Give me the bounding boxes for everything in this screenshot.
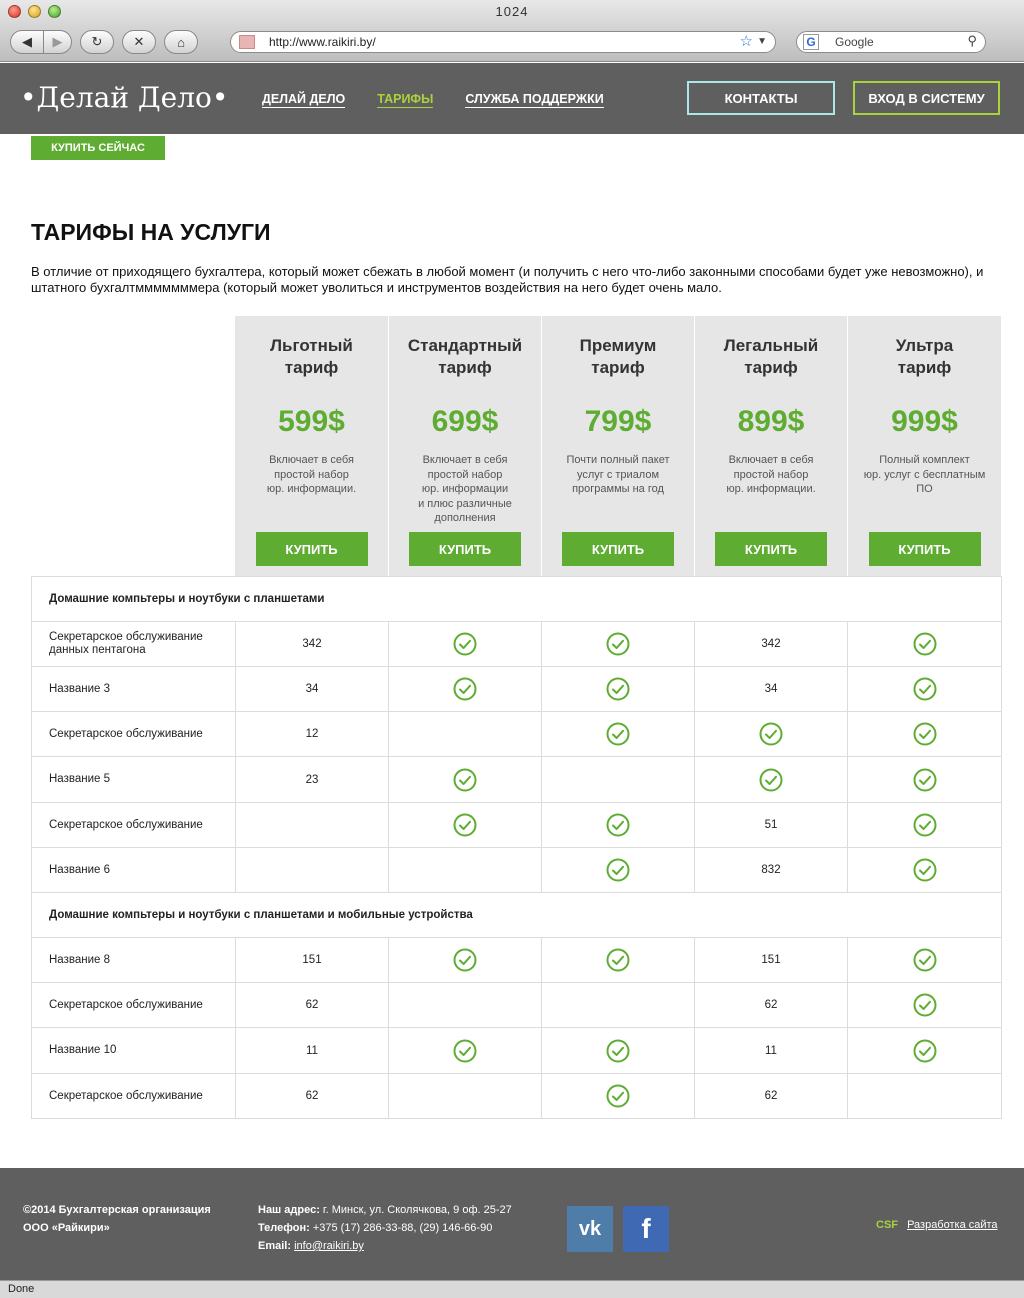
search-input[interactable] <box>796 31 986 53</box>
check-circle-icon <box>913 993 937 1017</box>
reload-button[interactable]: ↻ <box>80 30 114 54</box>
cell-check <box>695 757 848 803</box>
site-header <box>0 63 1024 134</box>
check-circle-icon <box>913 632 937 656</box>
search-icon[interactable]: ⚲ <box>967 33 977 48</box>
browser-toolbar <box>0 0 1024 62</box>
cell-value: 342 <box>236 622 389 667</box>
cell-check <box>542 803 695 848</box>
check-circle-icon <box>606 813 630 837</box>
vk-icon[interactable]: vk <box>567 1206 613 1252</box>
cell-value: 832 <box>695 848 848 893</box>
plan-buy-button[interactable]: КУПИТЬ <box>562 532 674 566</box>
plan-card <box>694 316 847 577</box>
cell-value <box>389 1074 542 1119</box>
cell-check <box>848 803 1002 848</box>
check-circle-icon <box>453 677 477 701</box>
plan-price: 699$ <box>431 405 499 438</box>
check-circle-icon <box>606 722 630 746</box>
bookmark-star-icon[interactable]: ☆ <box>739 33 753 50</box>
back-button[interactable]: ◀ <box>10 30 44 54</box>
favicon-icon <box>239 35 255 49</box>
cell-check <box>848 712 1002 757</box>
cell-value: 62 <box>695 983 848 1028</box>
cell-value: 62 <box>236 983 389 1028</box>
row-label: Название 5 <box>32 757 236 803</box>
plan-card <box>847 316 1001 577</box>
cell-value <box>542 983 695 1028</box>
cell-check <box>542 938 695 983</box>
cell-check <box>542 1028 695 1074</box>
phone-label: Телефон: <box>258 1222 310 1234</box>
cell-check <box>389 938 542 983</box>
row-label: Секретарское обслуживание <box>32 1074 236 1119</box>
phone-value: +375 (17) 286-33-88, (29) 146-66-90 <box>312 1222 493 1234</box>
plan-description: Включает в себя простой набор юр. информации и плюс различные дополнения <box>418 454 512 524</box>
intro-text: В отличие от приходящего бухгалтера, который может сбежать в любой момент (и получить с него что-либо законными способами будет уже невозможно), и штатного бухгалтмммммммера (который может уволиться и инструментов воздействия на него будет очень мало. <box>31 264 984 295</box>
row-label: Секретарское обслуживание <box>32 803 236 848</box>
facebook-icon[interactable]: f <box>623 1206 669 1252</box>
home-button[interactable]: ⌂ <box>164 30 198 54</box>
table-row <box>32 622 1002 667</box>
cell-value <box>542 757 695 803</box>
plan-buy-button[interactable]: КУПИТЬ <box>869 532 981 566</box>
main-nav <box>262 92 604 108</box>
cell-value: 62 <box>236 1074 389 1119</box>
check-circle-icon <box>913 722 937 746</box>
check-circle-icon <box>913 768 937 792</box>
cell-check <box>848 622 1002 667</box>
cell-check <box>848 1028 1002 1074</box>
cell-check <box>695 712 848 757</box>
footer-contacts <box>258 1201 512 1255</box>
buy-now-button[interactable]: КУПИТЬ СЕЙЧАС <box>31 136 165 160</box>
plan-price: 899$ <box>737 405 805 438</box>
email-label: Email: <box>258 1240 292 1252</box>
plan-name: Ультра тариф <box>895 336 954 377</box>
check-circle-icon <box>453 948 477 972</box>
table-row <box>32 667 1002 712</box>
plan-buy-button[interactable]: КУПИТЬ <box>256 532 368 566</box>
url-text: http://www.raikiri.by/ <box>269 35 376 49</box>
check-circle-icon <box>453 813 477 837</box>
row-label: Секретарское обслуживание данных пентагона <box>32 622 236 667</box>
check-circle-icon <box>606 1039 630 1063</box>
developer-credit <box>876 1219 998 1231</box>
cell-check <box>542 622 695 667</box>
cell-check <box>848 983 1002 1028</box>
check-circle-icon <box>913 948 937 972</box>
cell-check <box>848 938 1002 983</box>
cell-value <box>389 712 542 757</box>
cell-value: 11 <box>236 1028 389 1074</box>
address-value: г. Минск, ул. Сколячкова, 9 оф. 25-27 <box>322 1204 512 1216</box>
check-circle-icon <box>453 768 477 792</box>
plan-card <box>235 316 388 577</box>
row-label: Название 8 <box>32 938 236 983</box>
table-row <box>32 712 1002 757</box>
email-link[interactable]: info@raikiri.by <box>294 1240 364 1252</box>
developer-link[interactable]: Разработка сайта <box>907 1219 998 1231</box>
cell-value: 151 <box>236 938 389 983</box>
check-circle-icon <box>606 948 630 972</box>
cell-check <box>542 1074 695 1119</box>
section-title: Домашние компьтеры и ноутбуки с планшетами <box>32 577 1002 622</box>
forward-button[interactable]: ▶ <box>44 30 72 54</box>
plan-name: Стандартный тариф <box>407 336 523 377</box>
check-circle-icon <box>759 768 783 792</box>
site-logo[interactable]: •Делай Дело• <box>20 81 229 114</box>
check-circle-icon <box>453 1039 477 1063</box>
plan-name: Легальный тариф <box>723 336 819 377</box>
cell-check <box>389 803 542 848</box>
check-circle-icon <box>606 858 630 882</box>
address-label: Наш адрес: <box>258 1204 320 1216</box>
cell-check <box>542 848 695 893</box>
cell-value: 23 <box>236 757 389 803</box>
plan-price: 799$ <box>584 405 652 438</box>
check-circle-icon <box>913 1039 937 1063</box>
row-label: Название 6 <box>32 848 236 893</box>
table-row <box>32 1028 1002 1074</box>
stop-button[interactable]: ✕ <box>122 30 156 54</box>
chevron-down-icon[interactable]: ▼ <box>757 36 767 47</box>
cell-check <box>848 667 1002 712</box>
plan-name: Премиум тариф <box>579 336 657 377</box>
cell-check <box>389 1028 542 1074</box>
footer-copyright: ©2014 Бухгалтерская организация ООО «Райкири» <box>23 1204 211 1234</box>
contacts-button[interactable]: КОНТАКТЫ <box>687 81 835 115</box>
row-label: Секретарское обслуживание <box>32 983 236 1028</box>
google-icon[interactable]: G <box>803 34 819 50</box>
cell-value <box>848 1074 1002 1119</box>
table-row <box>32 803 1002 848</box>
plan-name: Льготный тариф <box>270 336 353 377</box>
plan-card <box>388 316 541 577</box>
section-title: Домашние компьтеры и ноутбуки с планшетами и мобильные устройства <box>32 893 1002 938</box>
cell-value: 34 <box>695 667 848 712</box>
row-label: Название 3 <box>32 667 236 712</box>
cell-check <box>848 848 1002 893</box>
check-circle-icon <box>606 677 630 701</box>
row-label: Секретарское обслуживание <box>32 712 236 757</box>
login-button[interactable]: ВХОД В СИСТЕМУ <box>853 81 1000 115</box>
plan-buy-button[interactable]: КУПИТЬ <box>715 532 827 566</box>
page-title: ТАРИФЫ НА УСЛУГИ <box>31 219 271 245</box>
cell-check <box>389 667 542 712</box>
cell-check <box>389 757 542 803</box>
cell-value: 151 <box>695 938 848 983</box>
check-circle-icon <box>606 1084 630 1108</box>
cell-value: 34 <box>236 667 389 712</box>
plan-description: Включает в себя простой набор юр. информации. <box>266 454 357 495</box>
plan-price: 599$ <box>278 405 345 438</box>
site-footer <box>0 1168 1024 1280</box>
nav-item-tariffs[interactable]: ТАРИФЫ <box>377 92 434 106</box>
plan-card <box>541 316 694 577</box>
table-row <box>32 983 1002 1028</box>
row-label: Название 10 <box>32 1028 236 1074</box>
plan-buy-button[interactable]: КУПИТЬ <box>409 532 521 566</box>
table-row <box>32 938 1002 983</box>
window-title: 1024 <box>495 4 529 19</box>
cell-value <box>236 848 389 893</box>
check-circle-icon <box>453 632 477 656</box>
table-row <box>32 848 1002 893</box>
plan-description: Включает в себя простой набор юр. информации. <box>726 454 816 495</box>
check-circle-icon <box>606 632 630 656</box>
check-circle-icon <box>759 722 783 746</box>
plan-description: Почти полный пакет услуг с триалом программы на год <box>566 454 670 495</box>
table-row <box>32 757 1002 803</box>
comparison-table <box>31 576 1002 1119</box>
address-bar[interactable] <box>230 31 776 53</box>
check-circle-icon <box>913 813 937 837</box>
cell-value: 342 <box>695 622 848 667</box>
plan-description: Полный комплект юр. услуг с бесплатным ПО <box>863 454 986 495</box>
cell-value: 62 <box>695 1074 848 1119</box>
search-placeholder: Google <box>835 35 874 49</box>
section-row <box>32 893 1002 938</box>
cell-value: 51 <box>695 803 848 848</box>
cell-value: 12 <box>236 712 389 757</box>
plans-row <box>235 316 1001 577</box>
cell-check <box>848 757 1002 803</box>
status-bar: Done <box>0 1280 1024 1298</box>
csf-logo: CSF <box>876 1219 898 1231</box>
plan-price: 999$ <box>891 405 958 438</box>
nav-item-home[interactable]: ДЕЛАЙ ДЕЛО <box>262 92 346 106</box>
cell-value <box>236 803 389 848</box>
navigation-buttons <box>10 30 198 54</box>
check-circle-icon <box>913 677 937 701</box>
check-circle-icon <box>913 858 937 882</box>
cell-value <box>389 848 542 893</box>
nav-item-support[interactable]: СЛУЖБА ПОДДЕРЖКИ <box>465 92 604 106</box>
table-row <box>32 1074 1002 1119</box>
section-row <box>32 577 1002 622</box>
cell-check <box>389 622 542 667</box>
cell-value: 11 <box>695 1028 848 1074</box>
cell-check <box>542 667 695 712</box>
cell-check <box>542 712 695 757</box>
cell-value <box>389 983 542 1028</box>
